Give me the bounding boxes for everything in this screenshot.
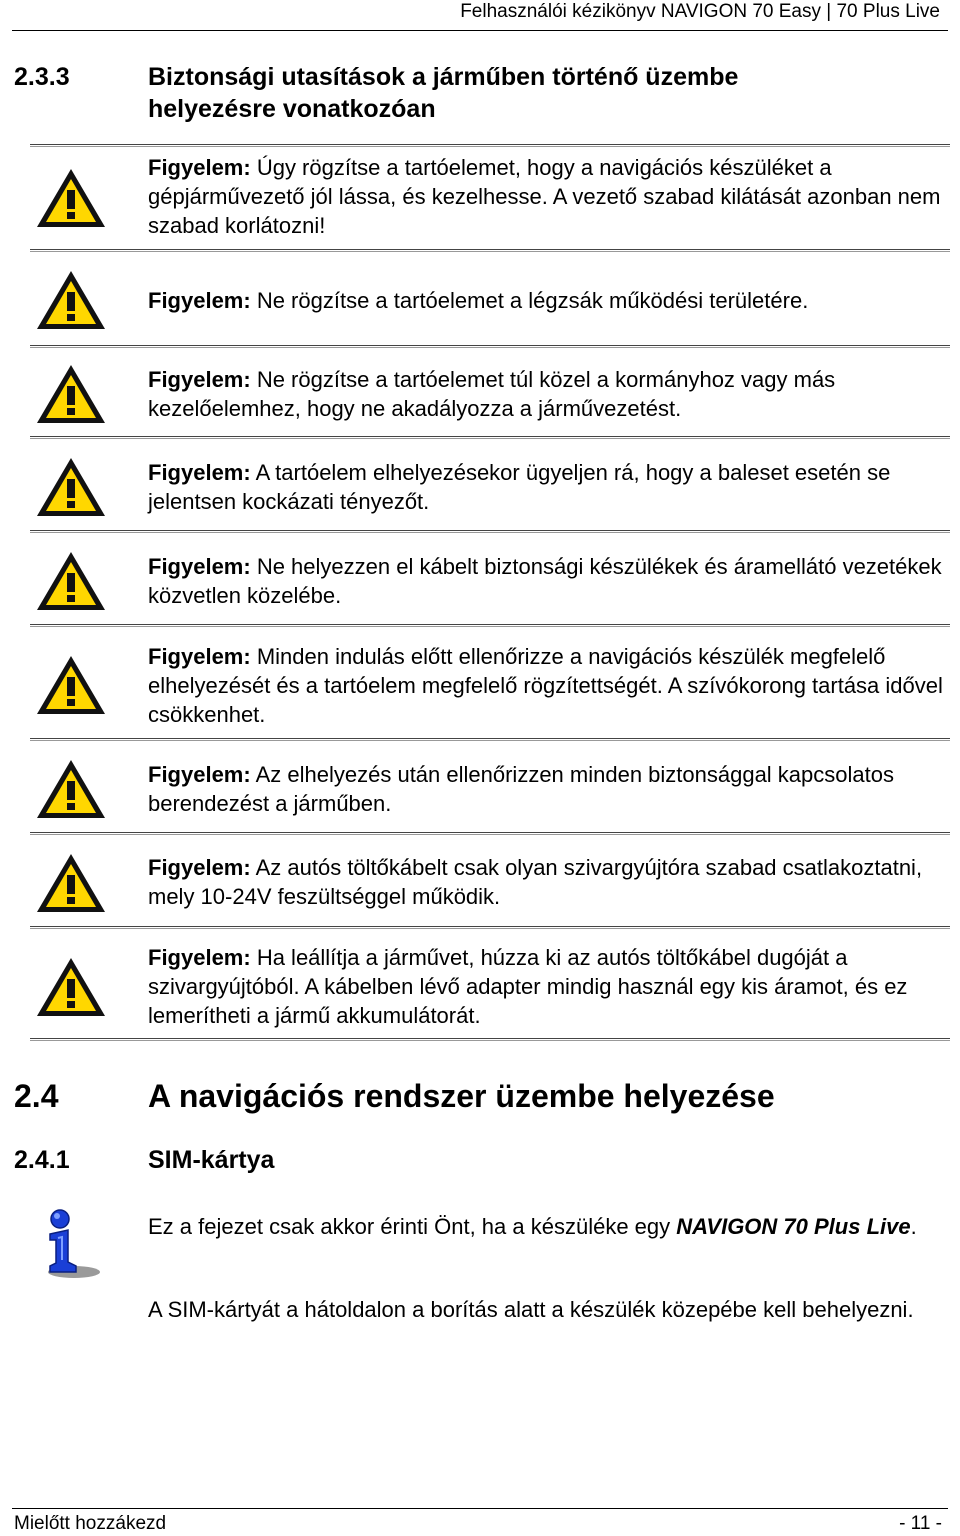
section-number: 2.4 <box>14 1078 59 1114</box>
warning-label: Figyelem: <box>148 554 251 579</box>
warning-label: Figyelem: <box>148 762 251 787</box>
divider <box>30 249 950 252</box>
warning-text <box>148 153 948 240</box>
warning-body: Az elhelyezés után ellenőrizzen minden biztonsággal kapcsolatos berendezést a járműben. <box>148 762 894 816</box>
warning-label: Figyelem: <box>148 644 251 669</box>
warning-text <box>148 552 948 610</box>
page-header: Felhasználói kézikönyv NAVIGON 70 Easy | 70 Plus Live <box>460 1 940 22</box>
warning-body: Ne rögzítse a tartóelemet túl közel a kormányhoz vagy más kezelőelemhez, hogy ne akadályozza a járművezetést. <box>148 367 836 421</box>
warning-label: Figyelem: <box>148 945 251 970</box>
warning-text <box>148 286 948 315</box>
divider <box>30 436 950 439</box>
subsection-title: SIM-kártya <box>148 1146 275 1174</box>
divider <box>30 624 950 627</box>
subsection-number: 2.4.1 <box>14 1146 70 1174</box>
warning-label: Figyelem: <box>148 288 251 313</box>
sim-note <box>148 1212 938 1241</box>
warning-icon <box>35 955 107 1019</box>
warning-text <box>148 853 948 911</box>
warning-text <box>148 642 948 729</box>
divider <box>30 144 950 147</box>
warning-body: Az autós töltőkábelt csak olyan szivargyújtóra szabad csatlakoztatni, mely 10-24V feszültséggel működik. <box>148 855 923 909</box>
warning-text <box>148 943 948 1030</box>
warning-label: Figyelem: <box>148 367 251 392</box>
divider <box>30 530 950 533</box>
page-number: - 11 - <box>899 1513 942 1534</box>
warning-icon <box>35 653 107 717</box>
warning-icon <box>35 166 107 230</box>
divider <box>30 926 950 929</box>
divider <box>30 345 950 348</box>
warning-icon <box>35 455 107 519</box>
warning-body: A tartóelem elhelyezésekor ügyeljen rá, hogy a baleset esetén se jelentsen kockázati tényezőt. <box>148 460 891 514</box>
section-number: 2.3.3 <box>14 63 70 91</box>
warning-icon <box>35 851 107 915</box>
warning-text <box>148 760 948 818</box>
footer-chapter: Mielőtt hozzákezd <box>14 1513 167 1534</box>
sim-note-end: . <box>910 1214 917 1239</box>
sim-note-text: Ez a fejezet csak akkor érinti Önt, ha a készüléke egy <box>148 1214 677 1239</box>
warning-icon <box>35 549 107 613</box>
product-name: NAVIGON 70 Plus Live <box>676 1214 911 1239</box>
warning-text <box>148 365 948 423</box>
warning-body: Ne rögzítse a tartóelemet a légzsák működési területére. <box>250 288 809 313</box>
warning-label: Figyelem: <box>148 460 251 485</box>
warning-body: Ne helyezzen el kábelt biztonsági készülékek és áramellátó vezetékek közvetlen közelébe. <box>148 554 942 608</box>
footer-divider <box>12 1508 948 1509</box>
divider <box>30 738 950 741</box>
divider <box>30 1038 950 1041</box>
header-divider <box>12 30 948 31</box>
section-title: A navigációs rendszer üzembe helyezése <box>148 1078 775 1114</box>
warning-icon <box>35 362 107 426</box>
warning-body: Minden indulás előtt ellenőrizze a navigációs készülék megfelelő elhelyezését és a tartóelem megfelelő rögzítettségét. A szívókorong tartása idővel csökkenhet. <box>148 644 943 727</box>
warning-text <box>148 458 948 516</box>
warning-body: Ha leállítja a járművet, húzza ki az autós töltőkábel dugóját a szivargyújtóból. A kábelben lévő adapter mindig használ egy kis áramot, és ez lemerítheti a jármű akkumulátorát. <box>148 945 908 1028</box>
divider <box>30 832 950 835</box>
info-icon <box>38 1208 104 1280</box>
warning-icon <box>35 268 107 332</box>
warning-label: Figyelem: <box>148 855 251 880</box>
sim-instruction: A SIM-kártyát a hátoldalon a borítás alatt a készülék közepébe kell behelyezni. <box>148 1297 914 1322</box>
section-title-continued: helyezésre vonatkozóan <box>148 95 436 123</box>
warning-icon <box>35 757 107 821</box>
warning-body: Úgy rögzítse a tartóelemet, hogy a navigációs készüléket a gépjárművezető jól lássa, és kezelhesse. A vezető szabad kilátását azonban nem szabad korlátozni! <box>148 155 941 238</box>
warning-label: Figyelem: <box>148 155 251 180</box>
section-title: Biztonsági utasítások a járműben történő üzembe <box>148 63 739 91</box>
